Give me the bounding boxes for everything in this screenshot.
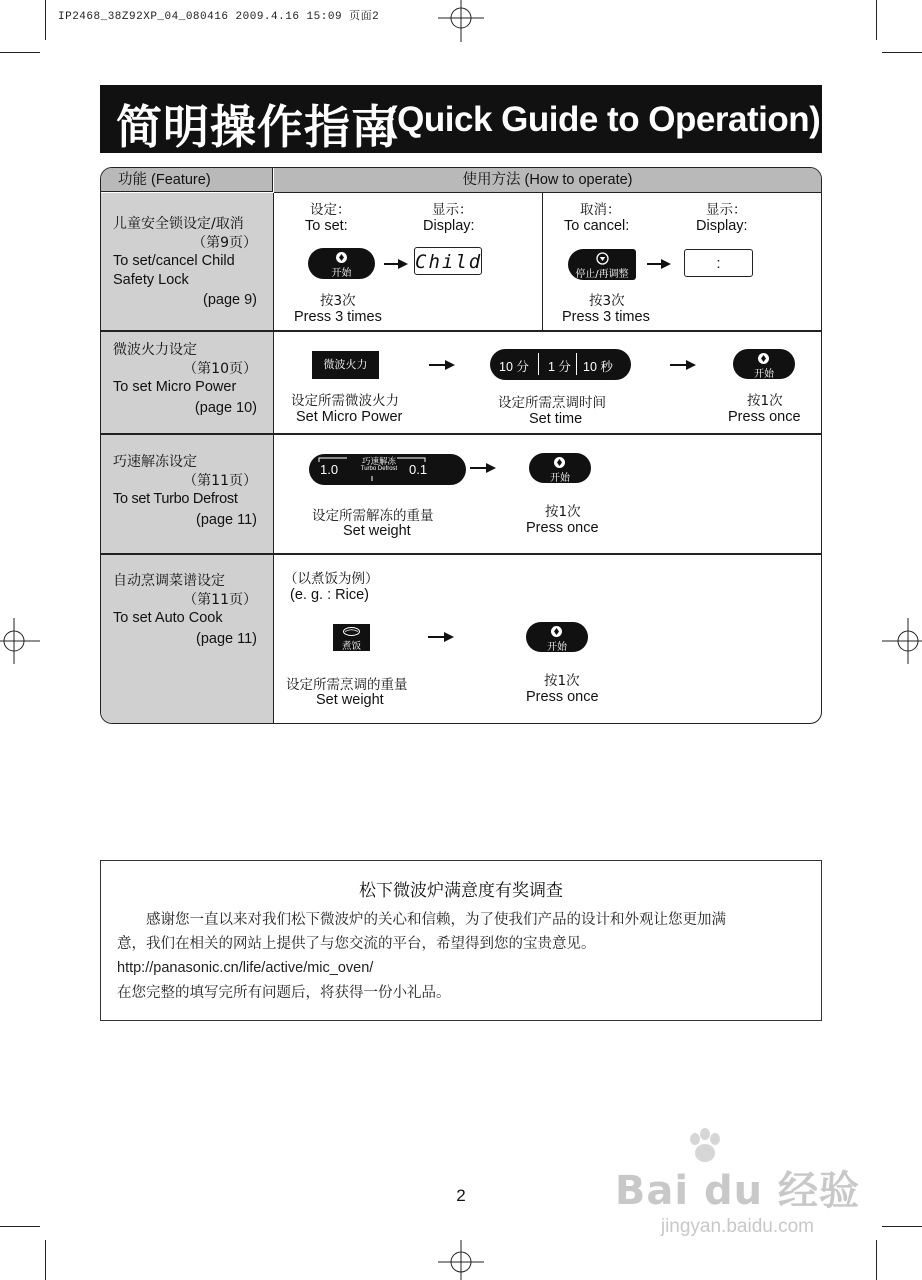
time-10sec-button[interactable]: 10 秒	[583, 360, 613, 374]
survey-line-2: 意，我们在相关的网站上提供了与您交流的平台，希望得到您的宝贵意见。	[117, 936, 596, 952]
display2-label-zh: 显示：	[706, 202, 747, 218]
registration-mark-bottom	[438, 1240, 484, 1280]
survey-box	[100, 860, 822, 1021]
press-3b-en: Press 3 times	[562, 309, 650, 325]
feature-turbo-defrost: 巧速解冻设定 （第11页） To set Turbo Defrost (page 11)	[113, 454, 257, 528]
time-buttons[interactable]	[490, 349, 631, 380]
step-weight-zh: 设定所需烹调的重量	[286, 677, 408, 693]
survey-line-1: 感谢您一直以来对我们松下微波炉的关心和信赖，为了使我们产品的设计和外观让您更加满	[146, 912, 726, 928]
page-title	[100, 85, 822, 153]
separator	[576, 353, 577, 375]
watermark-url: jingyan.baidu.com	[660, 1216, 814, 1237]
watermark-brand: Bai du 经验	[614, 1168, 860, 1214]
page-number: 2	[456, 1186, 466, 1205]
time-1min-button[interactable]: 1 分	[548, 360, 571, 374]
start-button[interactable]: 开始	[308, 248, 375, 279]
registration-mark-left	[0, 618, 40, 664]
arrow-icon	[647, 263, 669, 265]
stop-icon	[596, 252, 609, 265]
step-micro-power-zh: 设定所需微波火力	[291, 393, 399, 409]
print-header: IP2468_38Z92XP_04_080416 2009.4.16 15:09 页面2	[58, 11, 380, 23]
start-icon	[335, 251, 348, 264]
survey-url[interactable]: http://panasonic.cn/life/active/mic_oven/	[117, 960, 374, 976]
header-feature: 功能 (Feature)	[101, 168, 273, 192]
arrow-icon	[670, 364, 694, 366]
title-en: (Quick Guide to Operation)	[386, 100, 821, 139]
micro-power-button[interactable]: 微波火力	[312, 351, 379, 379]
dial-label-en: Turbo Defrost	[360, 466, 398, 472]
cell-divider	[542, 193, 543, 330]
survey-title: 松下微波炉满意度有奖调查	[359, 881, 563, 901]
watermark	[615, 1135, 860, 1238]
dial-right-value: 0.1	[409, 462, 428, 477]
start-icon	[757, 352, 770, 365]
row-divider	[101, 330, 821, 332]
start-button[interactable]: 开始	[529, 453, 591, 483]
row-divider	[101, 433, 821, 435]
example-zh: （以煮饭为例）	[284, 571, 379, 587]
step-micro-power-en: Set Micro Power	[296, 409, 403, 425]
survey-line-3: 在您完整的填写完所有问题后，将获得一份小礼品。	[117, 985, 451, 1001]
display-label-zh: 显示：	[432, 202, 473, 218]
example-en: (e. g. : Rice)	[290, 587, 369, 603]
quick-guide-table	[100, 167, 822, 724]
rice-button[interactable]: 煮饭	[333, 624, 370, 651]
press-3-zh: 按3次	[320, 293, 356, 309]
dial-left-value: 1.0	[320, 462, 339, 477]
header-how-to-operate: 使用方法 (How to operate)	[274, 168, 821, 193]
press-3-en: Press 3 times	[294, 309, 382, 325]
display-panel: Child	[414, 247, 482, 275]
registration-mark-top	[438, 0, 484, 42]
feature-auto-cook: 自动烹调菜谱设定 （第11页） To set Auto Cook (page 11)	[113, 573, 257, 647]
step-weight-zh: 设定所需解冻的重量	[312, 508, 434, 524]
press-3b-zh: 按3次	[589, 293, 625, 309]
row-divider	[101, 553, 821, 555]
display-panel-2: :	[684, 249, 753, 277]
step-press-once-zh: 按1次	[747, 393, 783, 409]
set-label-en: To set:	[305, 218, 348, 234]
start-icon	[553, 456, 566, 469]
cancel-label-en: To cancel:	[564, 218, 630, 234]
turbo-defrost-dial[interactable]	[309, 454, 466, 485]
title-zh: 简明操作指南	[116, 100, 398, 154]
start-icon	[550, 625, 563, 638]
step-press-once-zh: 按1次	[545, 504, 581, 520]
rice-icon	[342, 626, 361, 637]
feature-child-lock: 儿童安全锁设定/取消 （第9页） To set/cancel Child Safety Lock (page 9)	[113, 216, 257, 308]
cancel-label-zh: 取消：	[580, 202, 621, 218]
step-time-en: Set time	[529, 411, 583, 427]
start-button[interactable]: 开始	[526, 622, 588, 652]
registration-mark-right	[882, 618, 922, 664]
step-press-once-zh: 按1次	[544, 673, 580, 689]
feature-micro-power: 微波火力设定 （第10页） To set Micro Power (page 10)	[113, 342, 257, 416]
step-press-once-en: Press once	[526, 689, 599, 705]
step-weight-en: Set weight	[343, 523, 411, 539]
start-button[interactable]: 开始	[733, 349, 795, 379]
arrow-icon	[384, 263, 406, 265]
dial-scale-icon	[317, 456, 427, 482]
arrow-icon	[428, 636, 452, 638]
arrow-icon	[470, 467, 494, 469]
stop-button[interactable]: 停止/再调整	[568, 249, 636, 280]
separator	[538, 353, 539, 375]
dial-label-zh: 巧速解冻	[361, 457, 396, 467]
display-label-en: Display:	[423, 218, 475, 234]
arrow-icon	[429, 364, 453, 366]
step-press-once-en: Press once	[728, 409, 801, 425]
set-label-zh: 设定：	[310, 202, 351, 218]
step-press-once-en: Press once	[526, 520, 599, 536]
step-weight-en: Set weight	[316, 692, 384, 708]
display2-label-en: Display:	[696, 218, 748, 234]
time-10min-button[interactable]: 10 分	[499, 360, 529, 374]
paw-icon	[685, 1127, 725, 1165]
step-time-zh: 设定所需烹调时间	[498, 395, 606, 411]
